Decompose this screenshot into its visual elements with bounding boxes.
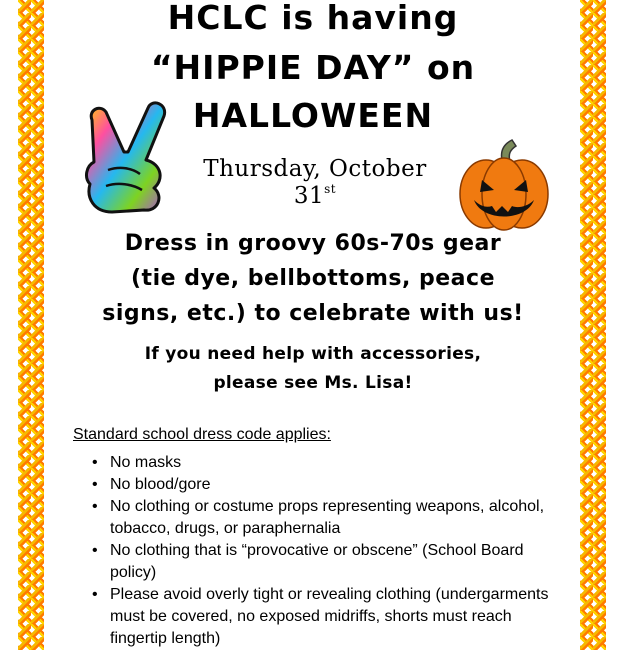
dress-code-heading: Standard school dress code applies: <box>73 426 331 443</box>
help-line-1: If you need help with accessories, <box>144 344 482 364</box>
list-item: • No blood/gore <box>92 474 562 496</box>
list-item: • Please avoid overly tight or revealing clothing (undergarments must be covered, no exposed midriffs, shorts must reach fingertip length) <box>92 584 562 650</box>
peace-hand-icon <box>78 100 174 218</box>
help-message <box>60 340 566 398</box>
help-line-2: please see Ms. Lisa! <box>213 373 413 393</box>
title-line-3: HALLOWEEN <box>192 96 434 135</box>
dress-line-2: (tie dye, bellbottoms, peace <box>131 266 495 291</box>
dress-code-list <box>92 452 562 650</box>
list-item: • No clothing or costume props representing weapons, alcohol, tobacco, drugs, or paraphernalia <box>92 496 562 540</box>
list-item: • No clothing that is “provocative or obscene” (School Board policy) <box>92 540 562 584</box>
date-ordinal-suffix: st <box>324 182 337 196</box>
dress-message <box>60 226 566 331</box>
event-date: Thursday, October 31st <box>203 156 427 209</box>
candy-corn-border-left <box>18 0 44 650</box>
dress-line-1: Dress in groovy 60s-70s gear <box>124 231 502 256</box>
title-line-1: HCLC is having <box>167 0 459 37</box>
jack-o-lantern-icon <box>456 138 552 234</box>
candy-corn-border-right <box>580 0 606 650</box>
list-item: • No masks <box>92 452 562 474</box>
title-line-2: “HIPPIE DAY” on <box>150 48 476 87</box>
dress-line-3: signs, etc.) to celebrate with us! <box>102 301 524 326</box>
